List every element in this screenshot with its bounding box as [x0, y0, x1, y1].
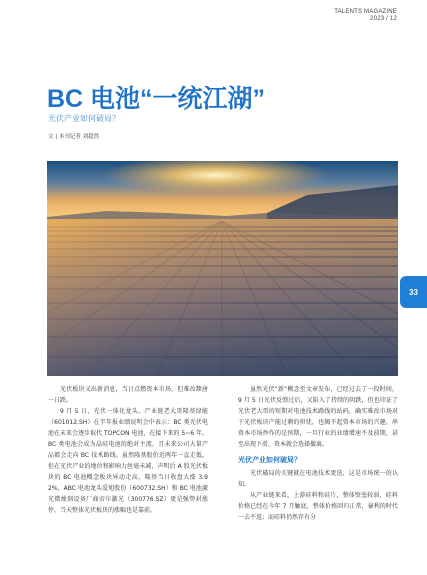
- left-column: [48, 384, 208, 516]
- article-byline: 文 | 本刊记者 刘超然: [48, 134, 100, 140]
- right-paragraph-2: 光伏破局的关键就在电池技术更迭，这是市场统一的认知。: [238, 470, 398, 488]
- right-column: [238, 384, 398, 523]
- page-number: 33: [409, 287, 418, 297]
- article-subtitle: 光伏产业如何破局？: [48, 114, 120, 123]
- page-number-tab: [400, 276, 427, 308]
- article-title: BC 电池“一统江湖”: [47, 85, 266, 113]
- left-paragraph-1: 光伏板块又出新消息，当日点燃资本市场，但难改颓唐一日跌。: [48, 386, 208, 404]
- section-heading: 光伏产业如何破局？: [238, 456, 301, 464]
- issue-label: 2023 / 12: [370, 16, 397, 22]
- solar-farm-photo: [47, 161, 398, 376]
- left-paragraph-2: 9 月 5 日，光伏一体化龙头，产业链老大哥隆基绿能（601012.SH）在半年报业绩说明会中表示：BC 类光伏电池在未来会逐步取代 TOPCON 电池，在接下来的 5~6 年，BC 类电池会成为晶硅电池的绝对主流，且未来公司大量产品都会走向 BC 技术路线。虽然隆基股价近两年一直走低，但在光伏产业的地位和影响力丝毫未减，声明后 A 股光伏板块的 BC 电池概念板块异动走高，隆基当日收盘大涨 3.92%，ABC 电池龙头爱旭股份（600732.SH）和 BC 电池激光微烛刻设备厂商帝尔激光（300776.SZ）更是强势封涨停，当天整体光伏板块的涨幅也是靠前。: [48, 408, 208, 514]
- magazine-name: TALENTS MAGAZINE: [334, 9, 397, 15]
- right-paragraph-1: 虽然光伏“新”概念至文章发布，已经过去了一段时间，9 月 5 日光伏反弹过后，又陷入了持续的阴跌，但也印证了光伏老大哥的短期对电池技术路线的站码，确实难改市场对于光伏板块产能过剩的担忧，也揭不起资本市场的兴趣，串资本市场炒作的是预期，一旦行业的业绩增速不及前期，甚至出现下滑，资本就会选择撤离。: [238, 386, 398, 448]
- magazine-masthead: [334, 9, 397, 23]
- right-paragraph-3: 从产业链来看，上游硅料和硅片，整体壁垒较弱，硅料价格已经在今年 7 月触底，整体价格回归正常，暴利的时代一去不返；而硅料仍然存有分: [238, 492, 398, 521]
